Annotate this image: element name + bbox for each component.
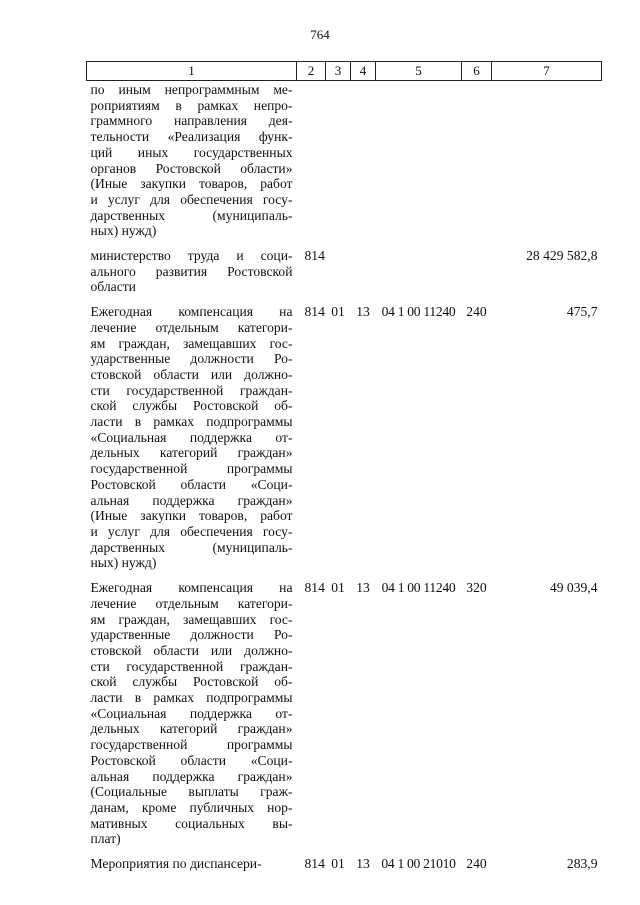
expense-type-code: 240 (466, 304, 487, 320)
description-line: дарственных (муниципаль- (90, 539, 293, 555)
description-line: ской службы Ростовской об- (90, 674, 293, 690)
description-line: мативных социальных вы- (90, 815, 293, 831)
description-line: Ростовской области «Соци- (90, 752, 293, 768)
ministry-code: 814 (304, 856, 325, 872)
section-code (326, 81, 351, 240)
description-line: (Иные закупки товаров, работ (90, 508, 293, 524)
description-line: ального развития Ростовской (90, 263, 293, 279)
ministry-code: 814 (304, 304, 325, 320)
section-code: 01 (331, 580, 345, 596)
amount-value: 49 039,4 (549, 580, 598, 596)
target-article-code (376, 81, 462, 240)
description-line: сти государственной граждан- (90, 658, 293, 674)
subsection-code: 13 (356, 856, 370, 872)
table-row (87, 295, 602, 571)
row-description (87, 571, 297, 847)
description-line: альная поддержка граждан» (90, 492, 293, 508)
description-line: ласти в рамках подпрограммы (90, 690, 293, 706)
section-code: 01 (331, 304, 345, 320)
target-article-code: 04 1 00 11240 (381, 304, 456, 320)
table-row (87, 847, 602, 872)
description-line: данам, кроме публичных нор- (90, 799, 293, 815)
row-description (87, 81, 297, 240)
description-line: Мероприятия по диспансери- (90, 856, 262, 872)
expense-type-code: 320 (466, 580, 487, 596)
row-description (87, 295, 297, 571)
description-line: по иным непрограммным ме- (90, 82, 293, 97)
expense-type-code (462, 81, 492, 240)
description-line: Ежегодная компенсация на (90, 304, 293, 320)
description-line: дельных категорий граждан» (90, 721, 293, 737)
target-article-code: 04 1 00 21010 (381, 856, 456, 872)
description-line: Ежегодная компенсация на (90, 580, 293, 596)
expense-type-code (462, 239, 492, 295)
description-line: дарственных (муниципаль- (90, 207, 293, 223)
description-line: роприятиям в рамках непро- (90, 97, 293, 113)
description-line: тельности «Реализация функ- (90, 129, 293, 145)
table-header (87, 62, 602, 81)
amount-value: 28 429 582,8 (526, 248, 598, 264)
subsection-code: 13 (356, 580, 370, 596)
description-line: ласти в рамках подпрограммы (90, 414, 293, 430)
description-line: ударственные должности Ро- (90, 351, 293, 367)
description-line: Ростовской области «Соци- (90, 476, 293, 492)
subsection-code (351, 239, 376, 295)
row-description (87, 847, 297, 872)
description-line: органов Ростовской области» (90, 160, 293, 176)
description-line: и услуг для обеспечения госу- (90, 523, 293, 539)
description-line: «Социальная поддержка от- (90, 705, 293, 721)
header-col-6: 6 (462, 62, 492, 81)
description-line: ных) нужд) (90, 555, 157, 571)
section-code: 01 (331, 856, 345, 872)
page-number: 764 (310, 27, 330, 42)
amount-value: 475,7 (566, 304, 598, 320)
subsection-code: 13 (356, 304, 370, 320)
row-description (87, 239, 297, 295)
description-line: (Иные закупки товаров, работ (90, 176, 293, 192)
header-col-3: 3 (326, 62, 351, 81)
description-line: альная поддержка граждан» (90, 768, 293, 784)
description-line: ций иных государственных (90, 144, 293, 160)
expense-type-code: 240 (466, 856, 487, 872)
header-col-7: 7 (492, 62, 602, 81)
target-article-code (376, 239, 462, 295)
description-line: лечение отдельным категори- (90, 319, 293, 335)
amount-value: 283,9 (566, 856, 598, 872)
table-row (87, 81, 602, 240)
header-row (87, 62, 602, 81)
target-article-code: 04 1 00 11240 (381, 580, 456, 596)
description-line: области (90, 279, 136, 295)
description-line: государственной программы (90, 461, 293, 477)
header-col-4: 4 (351, 62, 376, 81)
description-line: министерство труда и соци- (90, 248, 293, 264)
description-line: сти государственной граждан- (90, 382, 293, 398)
header-col-5: 5 (376, 62, 462, 81)
header-col-2: 2 (297, 62, 326, 81)
description-line: ям граждан, замещавших гос- (90, 335, 293, 351)
description-line: лечение отдельным категори- (90, 595, 293, 611)
description-line: (Социальные выплаты граж- (90, 784, 293, 800)
description-line: граммного направления дея- (90, 113, 293, 129)
table-row (87, 571, 602, 847)
ministry-code: 814 (304, 248, 325, 264)
description-line: и услуг для обеспечения госу- (90, 191, 293, 207)
section-code (326, 239, 351, 295)
description-line: дельных категорий граждан» (90, 445, 293, 461)
description-line: государственной программы (90, 737, 293, 753)
budget-table (86, 61, 602, 872)
description-line: ударственные должности Ро- (90, 627, 293, 643)
header-col-1: 1 (87, 62, 297, 81)
ministry-code: 814 (304, 580, 325, 596)
ministry-code (297, 81, 326, 240)
table-body (87, 81, 602, 872)
description-line: стовской области или должно- (90, 642, 293, 658)
description-line: «Социальная поддержка от- (90, 429, 293, 445)
description-line: ской службы Ростовской об- (90, 398, 293, 414)
table-row (87, 239, 602, 295)
description-line: стовской области или должно- (90, 366, 293, 382)
description-line: ям граждан, замещавших гос- (90, 611, 293, 627)
subsection-code (351, 81, 376, 240)
amount-value (492, 81, 602, 240)
description-line: ных) нужд) (90, 223, 157, 239)
description-line: плат) (90, 831, 121, 847)
